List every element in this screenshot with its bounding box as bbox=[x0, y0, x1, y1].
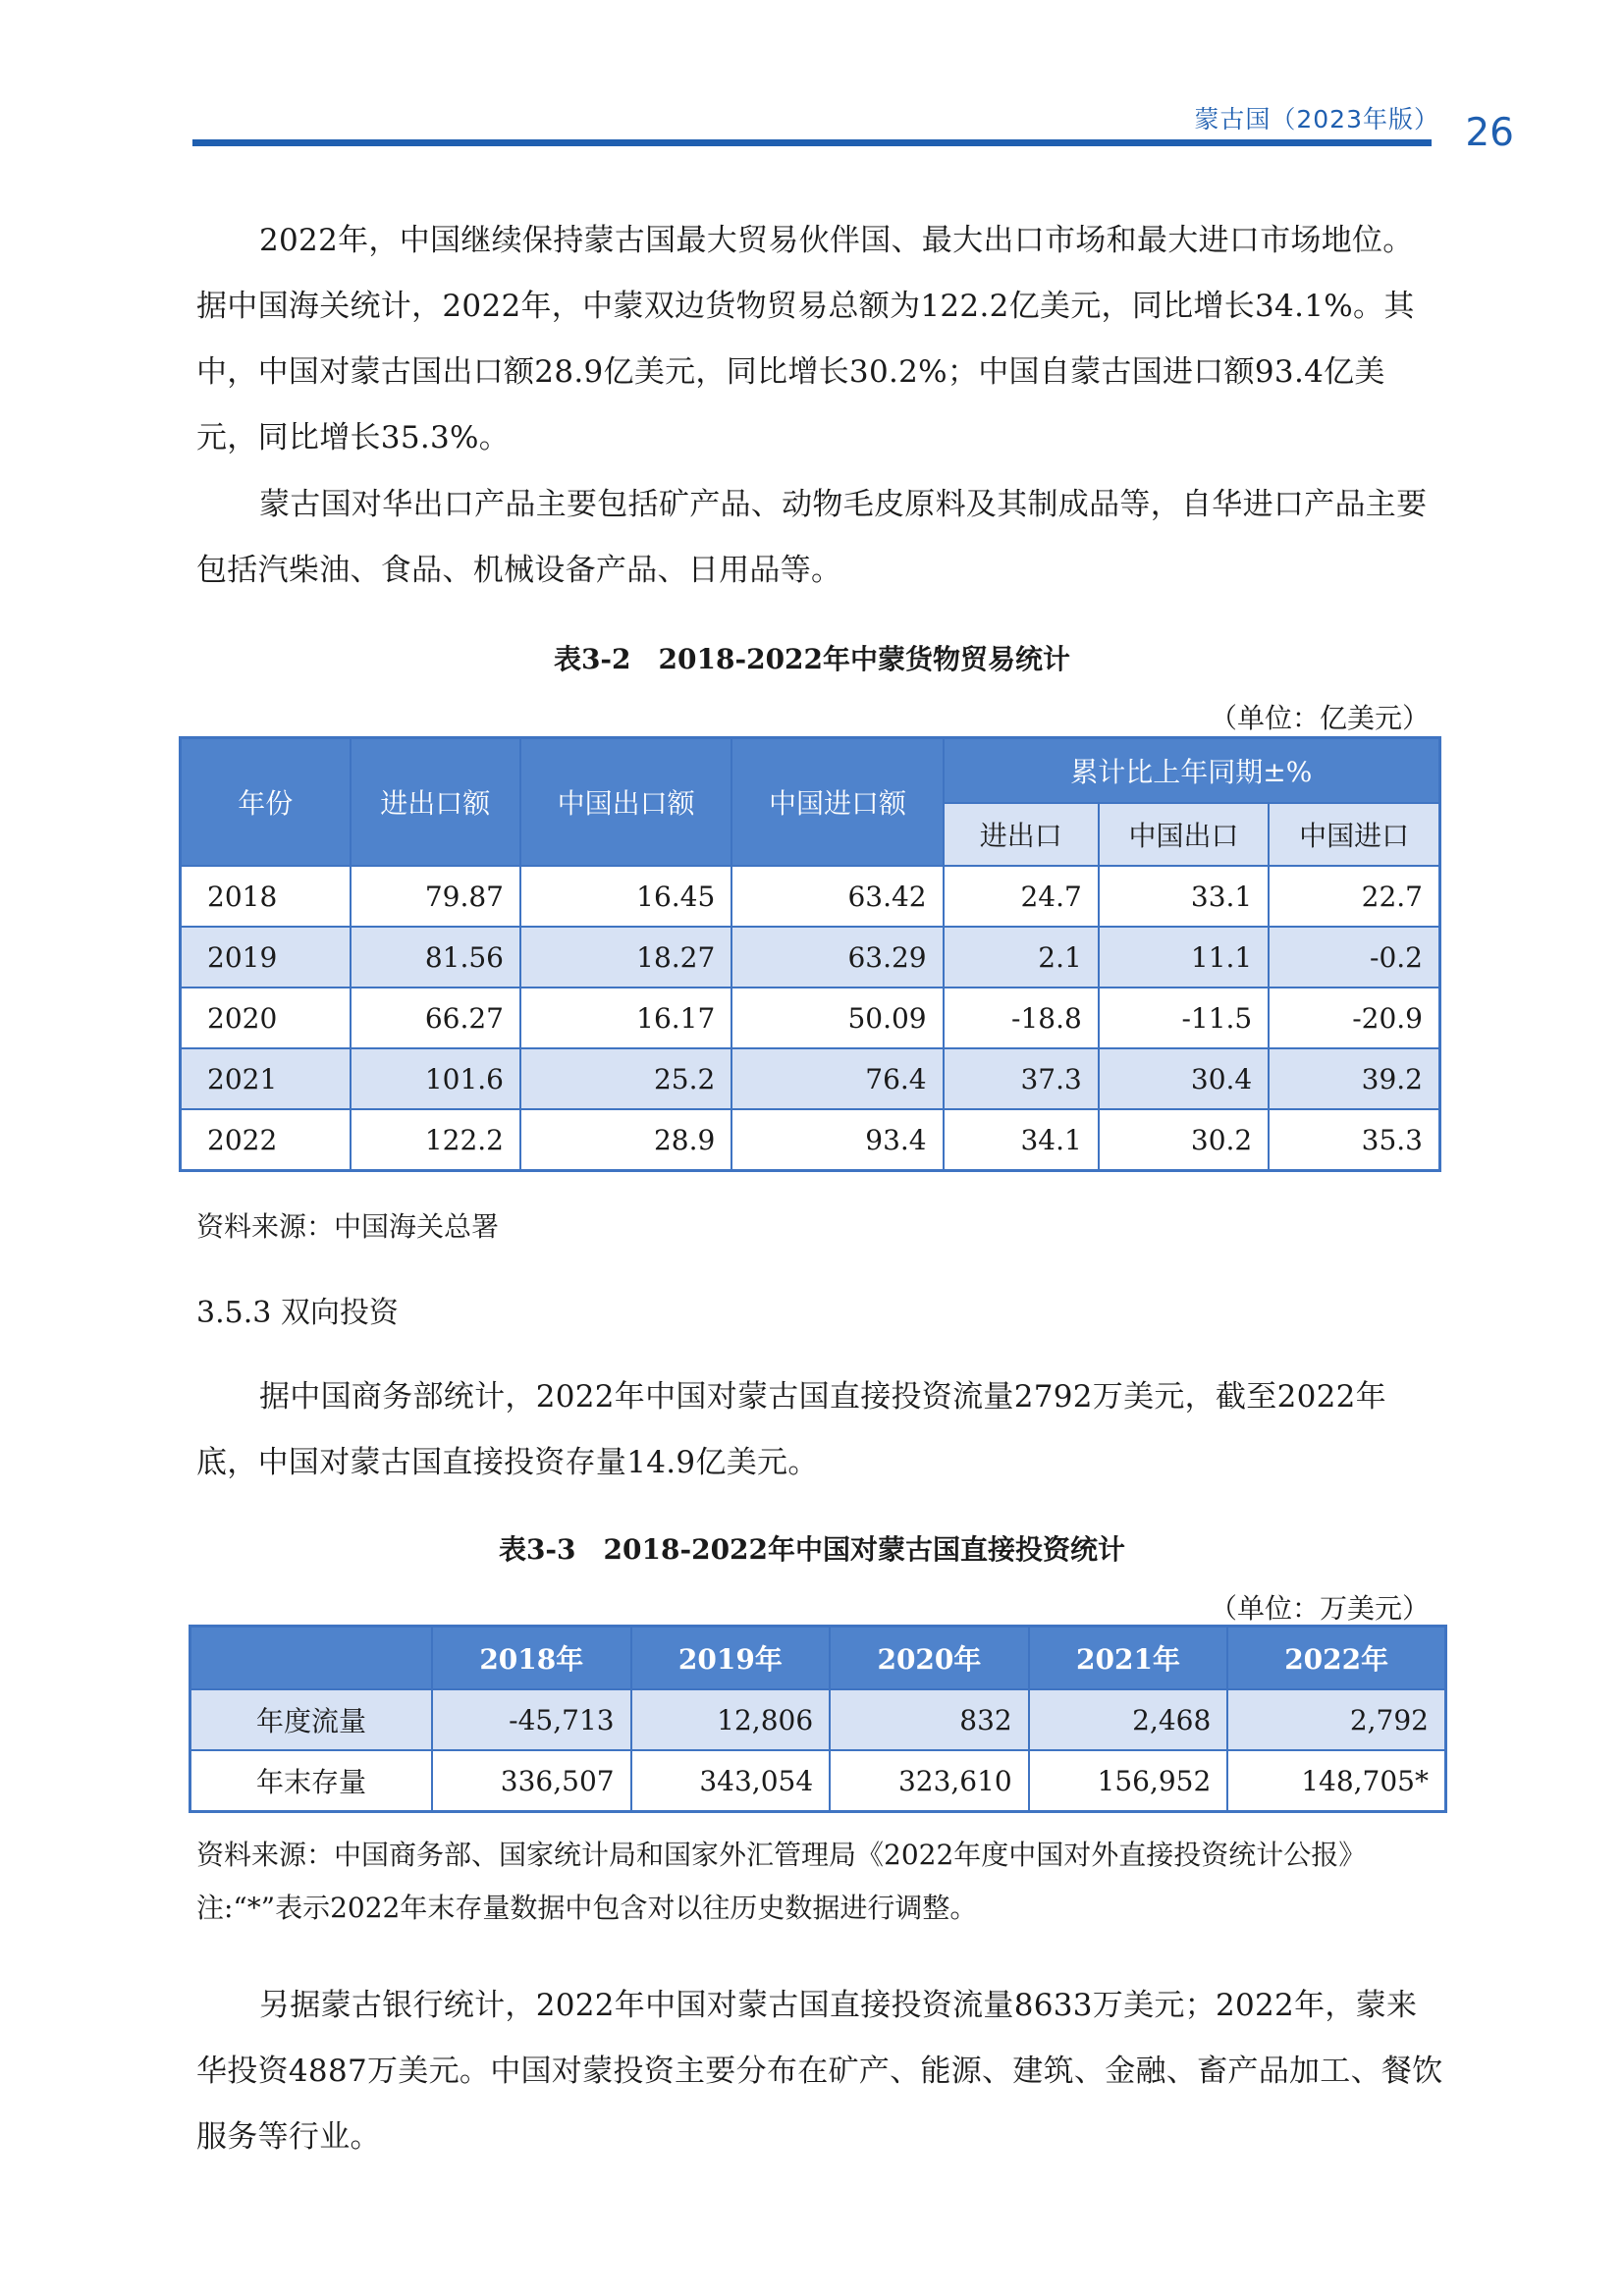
paragraph-investment-stats: 据中国商务部统计，2022年中国对蒙古国直接投资流量2792万美元，截至2022年底，中国对蒙古国直接投资存量14.9亿美元。 bbox=[196, 1379, 1386, 1480]
header-yoy-total: 进出口 bbox=[944, 803, 1099, 866]
table1-source: 资料来源：中国海关总署 bbox=[196, 1210, 500, 1243]
table-row: 2021 101.6 25.2 76.4 37.3 30.4 39.2 bbox=[181, 1048, 1440, 1109]
table1-unit: （单位：亿美元） bbox=[1209, 702, 1430, 734]
paragraph-trade-overview: 2022年，中国继续保持蒙古国最大贸易伙伴国、最大出口市场和最大进口市场地位。据中国海关统计，2022年，中蒙双边货物贸易总额为122.2亿美元，同比增长34.1%。其中，中国对蒙古国出口额28.9亿美元，同比增长30.2%；中国自蒙古国进口额93.4亿美元，同比增长35.3%。 bbox=[196, 223, 1415, 455]
trade-table bbox=[179, 736, 1441, 1172]
header-import: 中国进口额 bbox=[731, 738, 943, 867]
section-title: 3.5.3 双向投资 bbox=[196, 1296, 399, 1330]
table2-source: 资料来源：中国商务部、国家统计局和国家外汇管理局《2022年度中国对外直接投资统计公报》 bbox=[196, 1839, 1367, 1871]
header-export: 中国出口额 bbox=[520, 738, 731, 867]
table2-unit: （单位：万美元） bbox=[1209, 1592, 1430, 1625]
table-row: 2019 81.56 18.27 63.29 2.1 11.1 -0.2 bbox=[181, 927, 1440, 988]
table-row: 2020 66.27 16.17 50.09 -18.8 -11.5 -20.9 bbox=[181, 988, 1440, 1048]
table2-note: 注:“*”表示2022年末存量数据中包含对以往历史数据进行调整。 bbox=[196, 1892, 978, 1924]
header-yoy-export: 中国出口 bbox=[1099, 803, 1269, 866]
investment-table bbox=[189, 1625, 1447, 1813]
table1-caption: 表3-2 2018-2022年中蒙货物贸易统计 bbox=[553, 643, 1071, 675]
table2-caption: 表3-3 2018-2022年中国对蒙古国直接投资统计 bbox=[498, 1533, 1126, 1566]
table-row: 年末存量 336,507 343,054 323,610 156,952 148,705* bbox=[190, 1750, 1446, 1812]
table-row: 2022 122.2 28.9 93.4 34.1 30.2 35.3 bbox=[181, 1109, 1440, 1171]
header-title: 蒙古国（2023年版） bbox=[1194, 105, 1439, 133]
table-row: 2018 79.87 16.45 63.42 24.7 33.1 22.7 bbox=[181, 866, 1440, 927]
header-total: 进出口额 bbox=[351, 738, 520, 867]
header-year: 年份 bbox=[181, 738, 351, 867]
page-number: 26 bbox=[1465, 111, 1514, 155]
paragraph-trade-products: 蒙古国对华出口产品主要包括矿产品、动物毛皮原料及其制成品等，自华进口产品主要包括汽柴油、食品、机械设备产品、日用品等。 bbox=[196, 487, 1428, 588]
paragraph-investment-distribution: 另据蒙古银行统计，2022年中国对蒙古国直接投资流量8633万美元；2022年，蒙来华投资4887万美元。中国对蒙投资主要分布在矿产、能源、建筑、金融、畜产品加工、餐饮服务等行业。 bbox=[196, 1988, 1443, 2155]
table-row: 年度流量 -45,713 12,806 832 2,468 2,792 bbox=[190, 1689, 1446, 1750]
table-header-row: 2018年 2019年 2020年 2021年 2022年 bbox=[190, 1627, 1446, 1690]
header-yoy-group: 累计比上年同期±% bbox=[944, 738, 1440, 804]
header-rule bbox=[192, 139, 1432, 146]
header-yoy-import: 中国进口 bbox=[1269, 803, 1439, 866]
